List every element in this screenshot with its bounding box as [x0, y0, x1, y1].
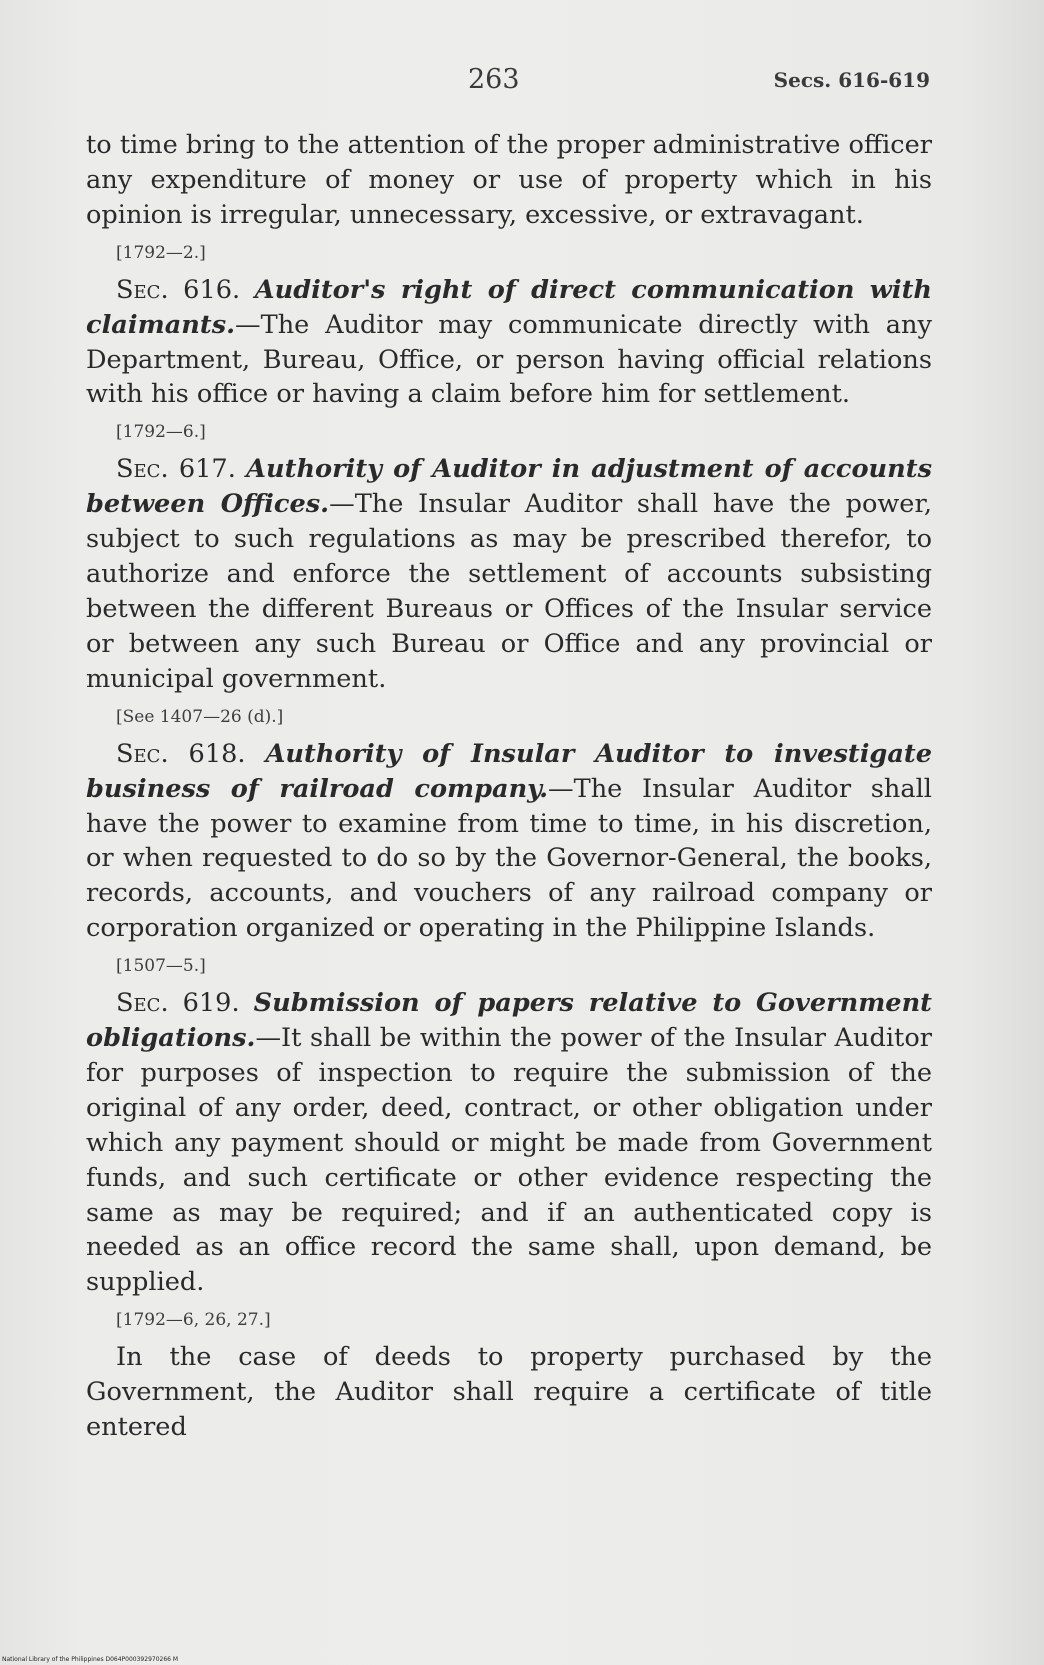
page-header — [0, 60, 1044, 100]
section-text: —It shall be within the power of the Insular Auditor for purposes of inspection to require the submission of the original of any order, deed, contract, or other obligation under which any payment should or might be made from Government funds, and such certificate or other evidence respecting the same as may be required; and if an authenticated copy is needed as an office record the same shall, upon demand, be supplied. — [86, 1023, 932, 1298]
citation-reference: [1792—2.] — [116, 242, 206, 263]
section-label: Sec. 619. — [116, 988, 240, 1019]
citation-reference: [1507—5.] — [116, 956, 206, 977]
section-title: Authority of Auditor in adjustment of accounts between Offices. — [86, 454, 932, 520]
section-label: Sec. 617. — [116, 454, 236, 485]
citation-reference: [1792—6.] — [116, 422, 206, 443]
citation-reference: [1792—6, 26, 27.] — [116, 1310, 271, 1331]
section-label: Sec. 618. — [116, 738, 246, 769]
running-head: Secs. 616-619 — [773, 68, 930, 92]
citation-reference: [See 1407—26 (d).] — [116, 706, 284, 727]
section-text: —The Auditor may communicate directly with any Department, Bureau, Office, or person having official relations with his office or having a claim before him for settlement. — [86, 309, 932, 410]
section-text: —The Insular Auditor shall have the power to examine from time to time, in his discretion, or when requested to do so by the Governor-General, the books, records, accounts, and vouchers of any railroad company or corporation organized or operating in the Philippine Islands. — [86, 773, 932, 944]
intro-paragraph: to time bring to the attention of the proper administrative officer any expenditure of money or use of property which in his opinion is irregular, unnecessary, excessive, or extravagant. — [86, 130, 932, 230]
section-616 — [86, 273, 932, 413]
section-title: Authority of Insular Auditor to investigate business of railroad company. — [86, 738, 933, 804]
section-617 — [86, 452, 932, 696]
section-text: —The Insular Auditor shall have the power, subject to such regulations as may be prescribed therefor, to authorize and enforce the settlement of accounts subsisting between the different Bureaus or Offices of the Insular service or between any such Bureau or Office and any provincial or municipal government. — [86, 489, 933, 694]
section-619 — [86, 986, 932, 1300]
page-number: 263 — [468, 64, 520, 95]
scan-source-note: National Library of the Philippines D064P000392970266 M — [2, 1656, 179, 1663]
section-618 — [86, 737, 932, 946]
section-label: Sec. 616. — [116, 274, 241, 305]
page-body — [86, 128, 932, 1445]
section-title: Auditor's right of direct communication with claimants. — [86, 274, 932, 340]
section-title: Submission of papers relative to Government obligations. — [86, 988, 932, 1054]
final-paragraph: In the case of deeds to property purchased by the Government, the Auditor shall require a certificate of title entered — [86, 1342, 932, 1443]
